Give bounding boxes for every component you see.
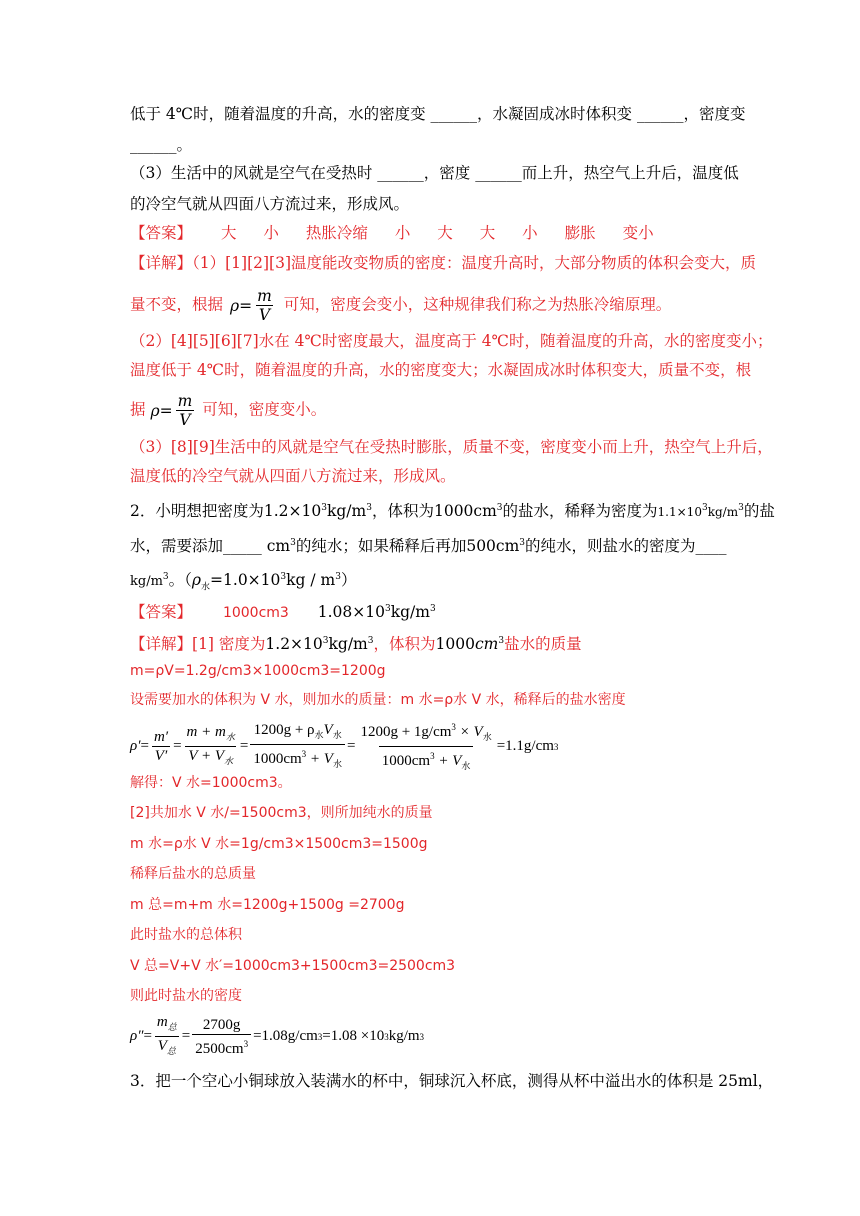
detail-tag: 【详解】 — [130, 254, 193, 272]
answer-item: $1.08\times 10^3kg/m^3$ — [317, 603, 436, 622]
answer-item: 大 — [479, 224, 496, 242]
q2-line-2: 水，需要添加_____ $cm^3$的纯水；如果稀释后再加$500cm^3$的纯水，则盐水的密度为____ — [130, 537, 727, 556]
q1-line-3: （3）生活中的风就是空气在受热时 ______，密度 ______而上升，热空气上升后，温度低 — [130, 164, 739, 182]
answer-item: 小 — [263, 224, 279, 242]
answer-tag: 【答案】 — [130, 224, 193, 242]
answer-item: 变小 — [622, 224, 654, 242]
answer-item: 大 — [437, 224, 453, 242]
q1-line-1: 低于 4℃时，随着温度的升高，水的密度变 ______，水凝固成冰时体积变 ______，密度变 — [130, 105, 746, 123]
q1-detail-5: 据 ρ = $\frac{m}{V}$ 可知，密度变小。 — [130, 392, 327, 429]
q2-detail-9: 此时盐水的总体积 — [130, 927, 242, 943]
q1-detail-2: 量不变，根据 ρ = $\frac{m}{V}$ 可知，密度会变小，这种规律我们称之为热胀冷缩原理。 — [130, 287, 672, 324]
q1-detail-7: 温度低的冷空气就从四面八方流过来，形成风。 — [130, 467, 456, 485]
q1-detail-6: （3）[8][9]生活中的风就是空气在受热时膨胀，质量不变，密度变小而上升，热空气上升后， — [130, 438, 773, 456]
q2-detail-11: 则此时盐水的密度 — [130, 988, 242, 1004]
q3-line-1: 3．把一个空心小铜球放入装满水的杯中，铜球沉入杯底，测得从杯中溢出水的体积是 25ml， — [130, 1072, 774, 1090]
q1-detail-3: （2）[4][5][6][7]水在 4℃时密度最大，温度高于 4℃时，随着温度的升高，水的密度变小； — [130, 332, 773, 350]
q2-formula-1: ρ′ = $\frac{m'}{V'}$ = $\frac{m + m_水}{V + V_水}$ = $\frac{1200g + \rho_水V_水}{1000cm^3 + V_水}$ = $\frac{1200g + 1g/cm^3 \times V_水}{1000cm^3 + V_水}$ =1.1g/cm 3 — [130, 718, 558, 775]
q1-line-4: 的冷空气就从四面八方流过来，形成风。 — [130, 195, 410, 213]
answer-item: 1000cm3 — [222, 605, 289, 622]
answer-item: 热胀冷缩 — [305, 224, 368, 242]
q1-line-2: ______。 — [130, 136, 193, 154]
density-formula: ρ = $\frac{m}{V}$ — [150, 392, 193, 429]
q1-answer-row — [130, 222, 654, 244]
answer-item: 膨胀 — [564, 224, 596, 242]
answer-tag: 【答案】 — [130, 603, 193, 622]
q2-detail-7: 稀释后盐水的总质量 — [130, 866, 256, 882]
answer-item: 小 — [522, 224, 538, 242]
q2-line-3: $kg/m^3$。$(\rho_水=1.0\times 10^3kg / m^3)$ — [130, 571, 357, 593]
q2-answer-row — [130, 598, 436, 624]
detail-tag: 【详解】 — [130, 635, 193, 654]
answer-item: 大 — [220, 224, 237, 242]
q2-line-1: 2．小明想把密度为$1.2\times 10^3kg/m^3$，体积为$1000cm^3$的盐水，稀释为密度为$1.1\times 10^3kg/m^3$的盐 — [130, 502, 775, 521]
density-formula: ρ = $\frac{m}{V}$ — [229, 287, 272, 324]
q1-detail-4: 温度低于 4℃时，随着温度的升高，水的密度变大；水凝固成冰时体积变大，质量不变，根 — [130, 361, 752, 379]
q2-detail-10: V 总=V+V 水′=1000cm3+1500cm3=2500cm3 — [130, 958, 456, 974]
q1-detail-1: 【详解】（1）[1][2][3]温度能改变物质的密度：温度升高时，大部分物质的体积会变大，质 — [130, 254, 756, 272]
q2-detail-2: m=ρV=1.2g/cm3×1000cm3=1200g — [130, 663, 386, 679]
q2-detail-3: 设需要加水的体积为 V 水，则加水的质量：m 水=ρ水 V 水，稀释后的盐水密度 — [130, 692, 626, 708]
q2-detail-1: 【详解】[1] 密度为$1.2\times 10^3kg/m^3$，体积为$1000cm^3$盐水的质量 — [130, 635, 582, 654]
answer-item: 小 — [394, 224, 411, 242]
q2-detail-5: [2]共加水 V 水/=1500cm3，则所加纯水的质量 — [130, 805, 433, 821]
q2-formula-2: ρ″ = $\frac{m_总}{V_总}$ = $\frac{2700g}{2500cm^3}$ =1.08g/cm 3 =1.08 ×10 3 kg/m 3 — [130, 1013, 424, 1060]
q2-detail-6: m 水=ρ水 V 水=1g/cm3×1500cm3=1500g — [130, 836, 428, 852]
q2-detail-8: m 总=m+m 水=1200g+1500g =2700g — [130, 897, 405, 913]
q2-detail-4: 解得：V 水=1000cm3。 — [130, 775, 292, 791]
